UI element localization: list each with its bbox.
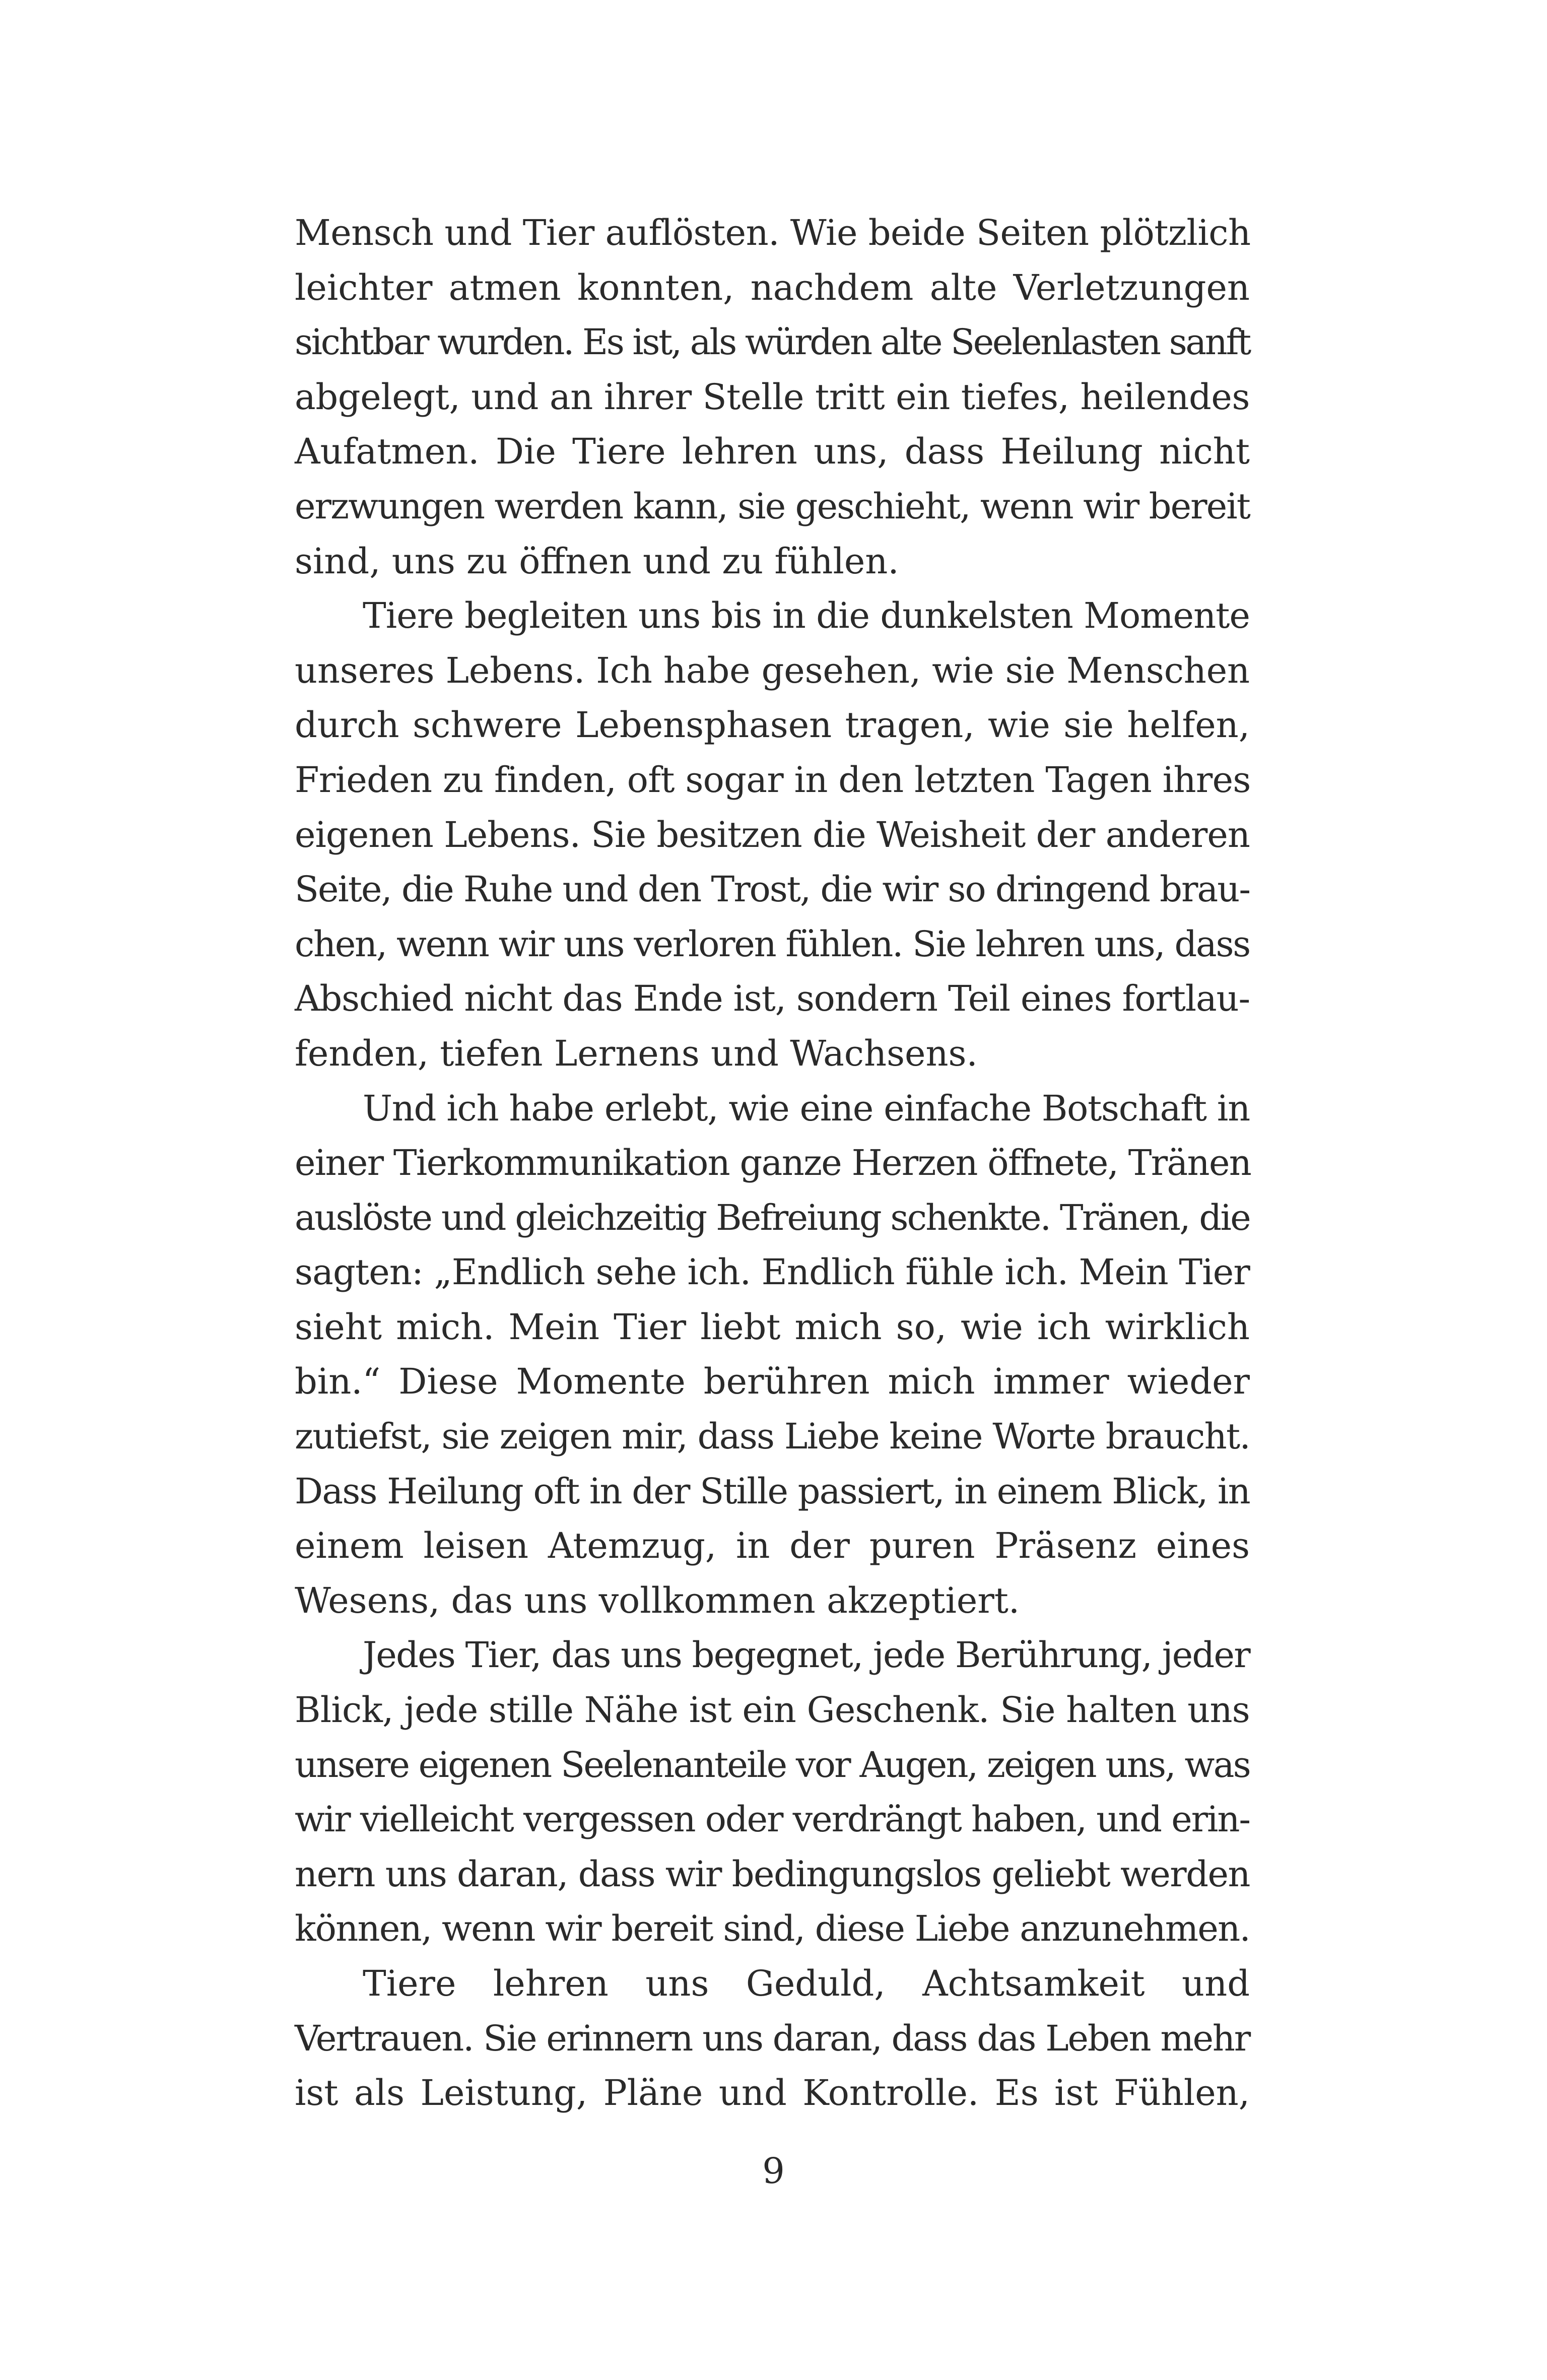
text-line: Vertrauen. Sie erinnern uns daran, dass das Leben mehr	[295, 2017, 1250, 2059]
text-line: sichtbar wurden. Es ist, als würden alte Seelenlasten sanft	[295, 321, 1250, 363]
text-line: Blick, jede stille Nähe ist ein Geschenk. Sie halten uns	[295, 1689, 1250, 1731]
text-line: sieht mich. Mein Tier liebt mich so, wie ich wirklich	[295, 1306, 1250, 1348]
text-line: eigenen Lebens. Sie besitzen die Weisheit der anderen	[295, 814, 1250, 855]
text-line: ist als Leistung, Pläne und Kontrolle. Es ist Fühlen,	[295, 2072, 1250, 2114]
text-line: abgelegt, und an ihrer Stelle tritt ein tiefes, heilendes	[295, 376, 1250, 418]
text-line: Abschied nicht das Ende ist, sondern Teil eines fortlau-	[295, 978, 1250, 1020]
text-line: Mensch und Tier auflösten. Wie beide Seiten plötzlich	[295, 212, 1251, 253]
text-line: sagten: „Endlich sehe ich. Endlich fühle ich. Mein Tier	[295, 1251, 1250, 1293]
text-line: Seite, die Ruhe und den Trost, die wir so dringend brau-	[295, 869, 1250, 910]
text-line: durch schwere Lebensphasen tragen, wie sie helfen,	[295, 704, 1250, 746]
text-line: Tiere lehren uns Geduld, Achtsamkeit und	[363, 1963, 1250, 2004]
text-line: Dass Heilung oft in der Stille passiert, in einem Blick, in	[295, 1470, 1250, 1512]
text-line: chen, wenn wir uns verloren fühlen. Sie lehren uns, dass	[295, 923, 1250, 965]
text-line: fenden, tiefen Lernens und Wachsens.	[295, 1032, 978, 1074]
text-line: unsere eigenen Seelenanteile vor Augen, zeigen uns, was	[295, 1744, 1250, 1786]
text-line: erzwungen werden kann, sie geschieht, wenn wir bereit	[295, 485, 1250, 527]
text-line: Und ich habe erlebt, wie eine einfache Botschaft in	[363, 1087, 1250, 1129]
text-line: leichter atmen konnten, nachdem alte Verletzungen	[295, 267, 1250, 308]
text-line: Frieden zu finden, oft sogar in den letzten Tagen ihres	[295, 759, 1251, 801]
text-line: einem leisen Atemzug, in der puren Präsenz eines	[295, 1525, 1250, 1567]
text-line: auslöste und gleichzeitig Befreiung schenkte. Tränen, die	[295, 1197, 1250, 1238]
text-line: Jedes Tier, das uns begegnet, jede Berührung, jeder	[363, 1634, 1250, 1676]
text-line: unseres Lebens. Ich habe gesehen, wie sie Menschen	[295, 649, 1250, 691]
text-line: Aufatmen. Die Tiere lehren uns, dass Heilung nicht	[295, 431, 1250, 473]
text-line: zutiefst, sie zeigen mir, dass Liebe keine Worte braucht.	[295, 1416, 1250, 1458]
text-line: einer Tierkommunikation ganze Herzen öffnete, Tränen	[295, 1142, 1251, 1184]
text-line: Tiere begleiten uns bis in die dunkelsten Momente	[363, 595, 1250, 637]
body-text	[295, 206, 1250, 2121]
page-number: 9	[762, 2150, 785, 2192]
text-line: wir vielleicht vergessen oder verdrängt haben, und erin-	[295, 1799, 1250, 1840]
text-line: sind, uns zu öffnen und zu fühlen.	[295, 540, 899, 582]
text-line: nern uns daran, dass wir bedingungslos geliebt werden	[295, 1853, 1250, 1895]
text-line: Wesens, das uns vollkommen akzeptiert.	[295, 1579, 1020, 1621]
text-line: bin.“ Diese Momente berühren mich immer wieder	[295, 1361, 1250, 1403]
text-line: können, wenn wir bereit sind, diese Liebe anzunehmen.	[295, 1908, 1250, 1950]
